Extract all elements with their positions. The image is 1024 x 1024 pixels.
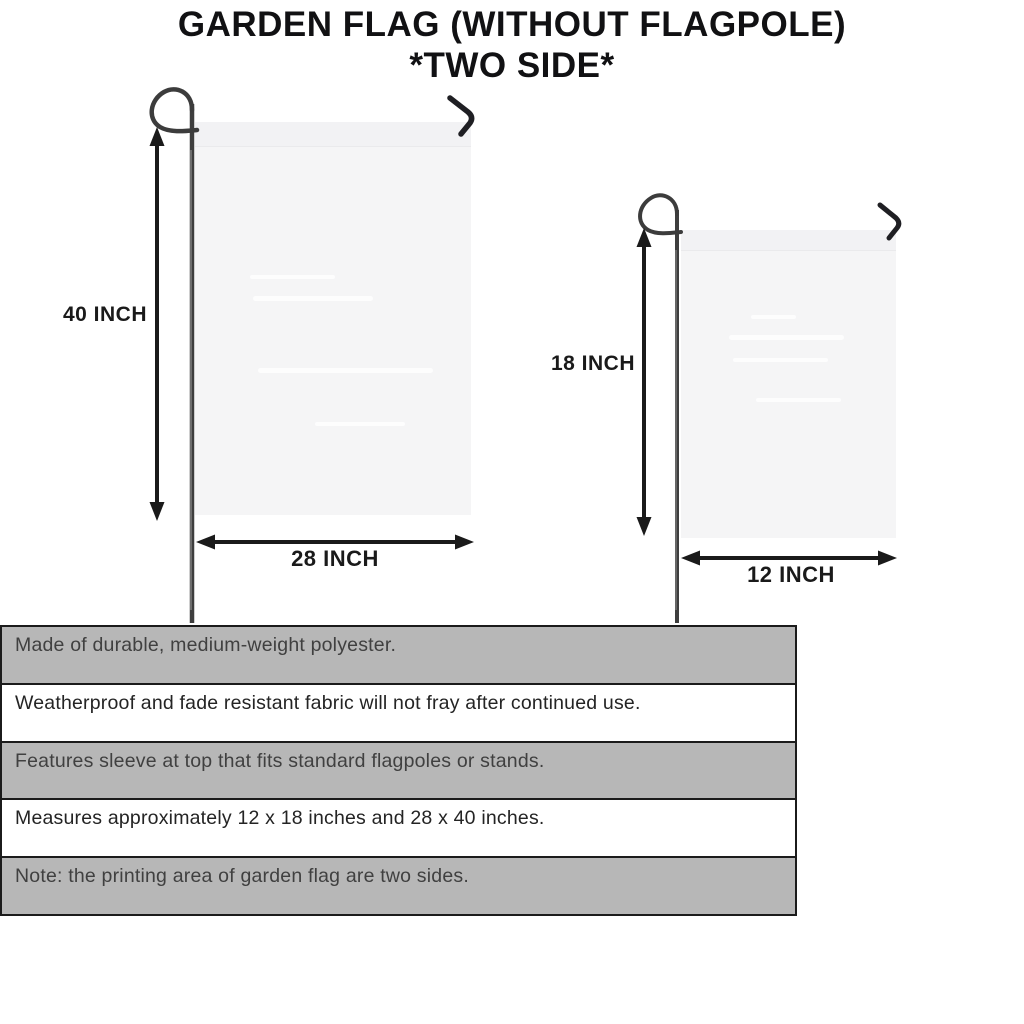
feature-row-weatherproof: Weatherproof and fade resistant fabric will not fray after continued use. (2, 685, 795, 743)
pole-loop-icon (152, 89, 197, 131)
fabric-wrinkle (751, 315, 796, 319)
feature-row-material: Made of durable, medium-weight polyester. (2, 627, 795, 685)
small-flag-height-label: 18 INCH (550, 352, 636, 375)
fabric-wrinkle (733, 358, 828, 362)
feature-row-sleeve: Features sleeve at top that fits standard flagpoles or stands. (2, 743, 795, 801)
small-flag-width-label: 12 INCH (747, 562, 835, 587)
large-flag-height-label: 40 INCH (62, 303, 148, 326)
small-flag (681, 230, 896, 538)
fabric-wrinkle (315, 422, 405, 426)
feature-table (0, 625, 797, 916)
feature-row-measures: Measures approximately 12 x 18 inches and 28 x 40 inches. (2, 800, 795, 858)
pole-loop-icon (640, 195, 681, 233)
fabric-wrinkle (258, 368, 433, 373)
arrowhead-up-icon (637, 228, 652, 247)
large-flag-sleeve (195, 122, 471, 147)
fabric-wrinkle (253, 296, 373, 301)
small-flag-sleeve (681, 230, 896, 251)
large-flag (195, 122, 471, 515)
fabric-wrinkle (756, 398, 841, 402)
arrowhead-right-icon (455, 535, 474, 550)
title-line-2: *TWO SIDE* (409, 45, 615, 85)
fabric-wrinkle (729, 335, 844, 340)
title-line-1: GARDEN FLAG (WITHOUT FLAGPOLE) (177, 5, 847, 44)
arrowhead-left-icon (196, 535, 215, 550)
page-title (0, 5, 1024, 87)
fabric-wrinkle (250, 275, 335, 279)
large-flag-width-label: 28 INCH (291, 546, 379, 571)
arrowhead-down-icon (637, 517, 652, 536)
arrowhead-up-icon (150, 127, 165, 146)
small-flagpole (640, 195, 681, 623)
feature-row-note: Note: the printing area of garden flag are two sides. (2, 858, 795, 914)
small-height-arrow (637, 228, 652, 536)
large-flagpole (152, 89, 197, 623)
arrowhead-down-icon (150, 502, 165, 521)
